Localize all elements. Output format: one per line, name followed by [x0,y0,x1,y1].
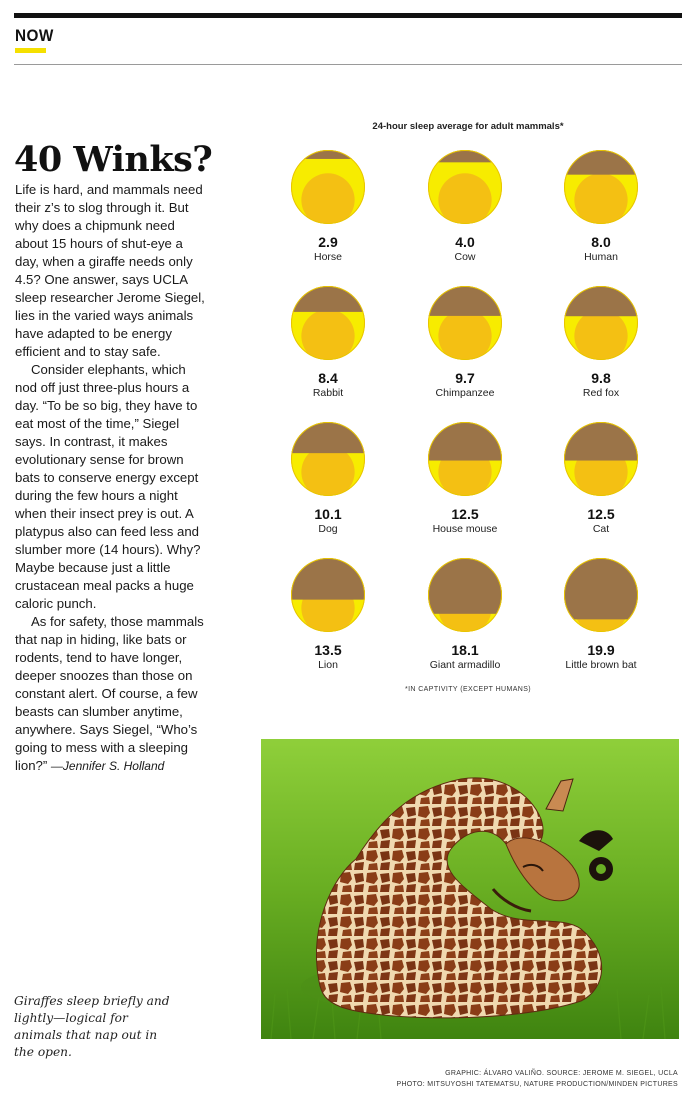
giraffe-photo [261,739,679,1039]
circle-outline [429,559,502,632]
sleep-hours-label: 10.1 [314,506,342,522]
sleep-item [536,147,666,264]
sleep-circle [425,555,505,635]
sleep-item [536,555,666,672]
sleep-circle [561,555,641,635]
sleep-circle [561,147,641,227]
awake-segment [291,422,365,496]
eye-iris [438,173,491,226]
animal-label: Giant armadillo [429,659,501,671]
eye-iris [574,309,627,362]
sleep-segment [428,286,502,316]
eye-iris [301,581,354,634]
circle-outline [565,423,638,496]
sleep-hours-label: 12.5 [587,506,615,522]
sleep-circle [288,555,368,635]
headline: 40 Winks? [14,139,213,180]
sleep-segment [291,558,365,600]
circle-outline [429,287,502,360]
eye-iris [574,581,627,634]
sleep-hours-label: 9.8 [591,370,611,386]
sleep-segment [428,558,502,614]
sleep-hours-label: 13.5 [314,642,342,658]
top-rule [14,13,682,18]
animal-label: Cat [592,523,610,535]
eye-iris [574,445,627,498]
paragraph-with-byline [15,613,205,775]
chart-title: 24-hour sleep average for adult mammals* [372,121,564,132]
sleep-segment [428,150,502,162]
sleep-segment [564,422,638,461]
eye-iris [438,309,491,362]
awake-segment [291,150,365,224]
eye-iris [301,309,354,362]
animal-label: Little brown bat [565,659,637,671]
photo-credit: PHOTO: MITSUYOSHI TATEMATSU, NATURE PRODUCTION/MINDEN PICTURES [396,1081,678,1088]
sleep-circle [288,283,368,363]
sleep-segment [564,286,638,316]
sleep-item [263,283,393,400]
sleep-item [263,147,393,264]
eye-iris [438,445,491,498]
sleep-segment [564,150,638,175]
awake-segment [428,558,502,632]
circle-outline [292,287,365,360]
sleep-circle [425,419,505,499]
animal-label: Lion [318,659,338,671]
sleep-circle [288,419,368,499]
giraffe-illustration [261,739,679,1039]
awake-segment [564,558,638,632]
sleep-circle [425,147,505,227]
sleep-segment [291,150,365,159]
animal-label: Chimpanzee [435,387,495,399]
awake-segment [428,422,502,496]
animal-label: Red fox [582,387,620,399]
sleep-circle [425,283,505,363]
circle-outline [429,423,502,496]
awake-segment [564,150,638,224]
circle-outline [565,559,638,632]
sleep-item [263,555,393,672]
sleep-hours-label: 18.1 [451,642,479,658]
section-divider [14,64,682,65]
awake-segment [564,422,638,496]
chart-footnote: *IN CAPTIVITY (EXCEPT HUMANS) [404,686,532,693]
sleep-hours-label: 19.9 [587,642,615,658]
article-body [15,181,205,775]
sleep-item [400,555,530,672]
eye-iris [438,581,491,634]
photo-caption: Giraffes sleep briefly and lightly—logical for animals that nap out in the open. [14,994,170,1059]
animal-label: House mouse [432,523,498,535]
circle-outline [292,559,365,632]
sleep-hours-label: 8.4 [318,370,338,386]
sleep-hours-label: 9.7 [455,370,475,386]
animal-label: Horse [313,251,342,263]
paragraph: Consider elephants, which nod off just three-plus hours a day. “To be so big, they have to eat most of the time,” Siegel says. In contrast, it makes evolutionary sense for brown bats to conserve energy except during the few hours a night when their insect prey is out. A platypus also can feed less and slumber more (14 hours). Why? Maybe because just a little crustacean meal packs a huge caloric punch. [15,362,201,611]
animal-label: Cow [454,251,476,263]
awake-segment [428,286,502,360]
sleep-circle [561,283,641,363]
sleep-hours-label: 12.5 [451,506,479,522]
circle-outline [565,151,638,224]
eye-iris [301,445,354,498]
animal-label: Rabbit [312,387,344,399]
byline: —Jennifer S. Holland [50,759,165,773]
sleep-circle [288,147,368,227]
circle-outline [292,423,365,496]
sleep-item [263,419,393,536]
paragraph-text: As for safety, those mammals that nap in hiding, like bats or rodents, tend to have longer, deeper snoozes than those on constant alert. Of course, a few beasts can slumber anytime, anywhere. Says Siegel, “Who’s going to mess with a sleeping lion?” [15,614,204,773]
awake-segment [564,286,638,360]
sleep-item [536,419,666,536]
sleep-hours-label: 8.0 [591,234,611,250]
animal-label: Dog [318,523,338,535]
awake-segment [291,286,365,360]
section-underline [15,48,46,53]
sleep-segment [428,422,502,461]
sleep-circle [561,419,641,499]
section-label: NOW [15,26,54,45]
eye-iris [574,173,627,226]
sleep-item [536,283,666,400]
circle-outline [429,151,502,224]
animal-label: Human [584,251,618,263]
paragraph: Life is hard, and mammals need their z’s to slog through it. But why does a chipmunk need about 15 hours of shut-eye a day, when a giraffe needs only 4.5? One answer, says UCLA sleep researcher Jerome Siegel, lies in the varied ways animals have adapted to be energy efficient and to stay safe. [15,182,205,359]
sleep-hours-label: 2.9 [318,234,338,250]
awake-segment [428,150,502,224]
sleep-item [400,283,530,400]
sleep-item [400,419,530,536]
circle-outline [565,287,638,360]
sleep-segment [291,286,365,312]
sleep-segment [564,558,638,619]
sleep-hours-label: 4.0 [455,234,475,250]
eye-iris [301,173,354,226]
credits [396,1068,678,1090]
graphic-credit: GRAPHIC: ÁLVARO VALIÑO. SOURCE: JEROME M. SIEGEL, UCLA [445,1070,678,1077]
awake-segment [291,558,365,632]
sleep-item [400,147,530,264]
circle-outline [292,151,365,224]
sleep-segment [291,422,365,453]
